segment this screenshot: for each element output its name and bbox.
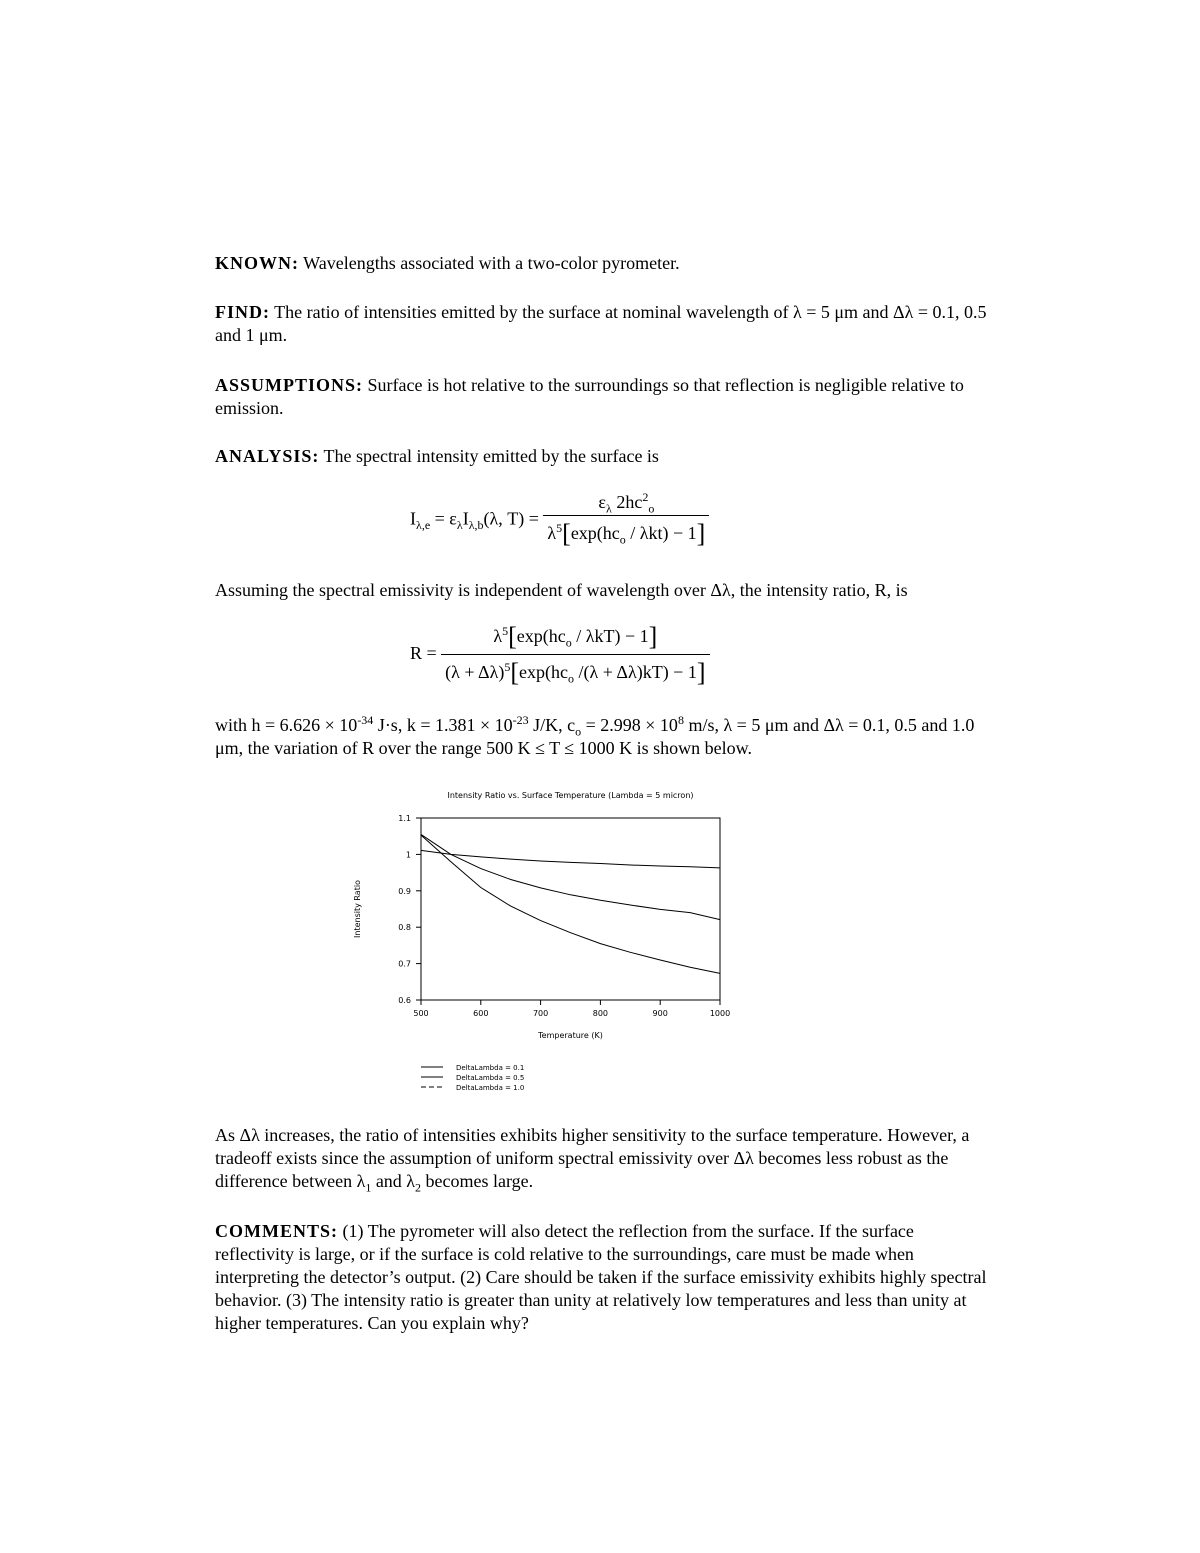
conclusion-sub1: 1 bbox=[365, 1180, 372, 1195]
with-t5: m/s, λ = 5 μm and Δλ = 0.1, 0.5 and 1.0 μm, the variation of R over the range 500 K ≤ T ≤ 1000 K is shown below. bbox=[215, 715, 975, 758]
conclusion-sub2: 2 bbox=[415, 1180, 422, 1195]
eq2-den-b: exp(hc bbox=[519, 662, 569, 682]
conclusion-text: As Δλ increases, the ratio of intensities exhibits higher sensitivity to the surface temperature. However, a tradeoff exists since the assumption of uniform spectral emissivity over Δλ becomes less robust as the difference between λ bbox=[215, 1125, 970, 1191]
known-paragraph bbox=[215, 252, 995, 275]
x-tick-label: 800 bbox=[592, 1009, 609, 1018]
legend-label-1: DeltaLambda = 0.1 bbox=[456, 1064, 525, 1072]
legend-label-3: DeltaLambda = 1.0 bbox=[456, 1084, 525, 1092]
eq1-den-b-sub: o bbox=[619, 532, 626, 547]
with-s1: -34 bbox=[357, 713, 374, 727]
with-s4: 8 bbox=[677, 713, 684, 727]
eq2-lhs: R = bbox=[410, 643, 437, 664]
with-t2: J·s, k = 1.381 × 10 bbox=[373, 715, 513, 735]
eq2-num-b-sub: o bbox=[565, 635, 572, 650]
plot-frame bbox=[421, 818, 720, 1000]
constants-paragraph bbox=[215, 714, 995, 760]
eq1-lhs-sub: λ,e bbox=[416, 518, 431, 533]
assumptions-paragraph bbox=[215, 374, 995, 420]
y-axis-label: Intensity Ratio bbox=[353, 880, 362, 938]
eq1-den-a-sup: 5 bbox=[556, 521, 563, 535]
eq1-mid1: = ε bbox=[430, 508, 457, 529]
eq1-den-b: exp(hc bbox=[570, 523, 620, 543]
y-tick-label: 0.8 bbox=[398, 923, 411, 933]
assuming-text: Assuming the spectral emissivity is independent of wavelength over Δλ, the intensity ratio, R, is bbox=[215, 580, 908, 600]
y-tick-label: 0.9 bbox=[398, 886, 411, 896]
assumptions-text: Surface is hot relative to the surroundings so that reflection is negligible relative to emission. bbox=[215, 375, 964, 418]
eq1-num-a: ε bbox=[598, 492, 606, 512]
known-label: KNOWN: bbox=[215, 253, 299, 273]
eq1-den-c: / λkt) − 1 bbox=[625, 523, 697, 543]
conclusion-mid: and λ bbox=[371, 1171, 416, 1191]
legend-label-2: DeltaLambda = 0.5 bbox=[456, 1074, 525, 1082]
series-line-2 bbox=[421, 834, 720, 919]
with-t3: J/K, c bbox=[528, 715, 576, 735]
y-tick-label: 1.1 bbox=[398, 814, 411, 823]
with-t4: = 2.998 × 10 bbox=[581, 715, 678, 735]
analysis-text: The spectral intensity emitted by the surface is bbox=[319, 446, 659, 466]
eq1-num-a-sub: λ bbox=[605, 501, 612, 516]
intensity-ratio-chart bbox=[330, 782, 750, 1102]
eq2-fraction bbox=[441, 622, 709, 688]
with-s2: -23 bbox=[512, 713, 529, 727]
find-paragraph bbox=[215, 301, 995, 347]
eq2-num-c: / λkT) − 1 bbox=[571, 626, 649, 646]
assumptions-label: ASSUMPTIONS: bbox=[215, 375, 364, 395]
intensity-equation bbox=[410, 492, 709, 549]
eq2-den-a-sup: 5 bbox=[504, 660, 511, 674]
with-sb3: o bbox=[575, 724, 582, 739]
eq1-mid1-sub: λ bbox=[456, 518, 463, 533]
chart-title: Intensity Ratio vs. Surface Temperature (Lambda = 5 micron) bbox=[447, 791, 694, 800]
series-line-1 bbox=[421, 850, 720, 868]
eq1-den-a: λ bbox=[547, 523, 557, 543]
eq2-den-a: (λ + Δλ) bbox=[445, 662, 505, 682]
comments-paragraph bbox=[215, 1220, 995, 1335]
eq1-mid2: I bbox=[462, 508, 469, 529]
eq2-den-c: /(λ + Δλ)kT) − 1 bbox=[574, 662, 697, 682]
x-tick-label: 500 bbox=[413, 1009, 429, 1018]
find-text: The ratio of intensities emitted by the surface at nominal wavelength of λ = 5 μm and Δλ = 0.1, 0.5 and 1 μm. bbox=[215, 302, 987, 345]
eq1-numerator bbox=[543, 492, 709, 516]
eq2-denominator: $(\lambda + \Delta\lambda)^5[\exp(hc_o$ /(λ + Δλ)kT) − 1] bbox=[445, 658, 706, 687]
comments-label: COMMENTS: bbox=[215, 1221, 338, 1241]
assuming-paragraph bbox=[215, 579, 995, 602]
y-tick-label: 1 bbox=[405, 850, 411, 860]
ratio-equation bbox=[410, 622, 710, 688]
eq2-num-b: exp(hc bbox=[516, 626, 566, 646]
conclusion-paragraph bbox=[215, 1124, 995, 1193]
known-text: Wavelengths associated with a two-color pyrometer. bbox=[299, 253, 680, 273]
eq2-num-a: λ bbox=[493, 626, 503, 646]
x-tick-label: 700 bbox=[532, 1009, 549, 1018]
eq1-denominator: $\lambda^5[\exp(hc_o / \lambda kt) - 1]$ bbox=[547, 519, 706, 548]
eq1-num-b-sup: 2 bbox=[642, 490, 649, 504]
y-tick-label: 0.7 bbox=[398, 959, 411, 969]
eq1-mid3: (λ, T) = bbox=[483, 508, 539, 529]
x-tick-label: 1000 bbox=[709, 1009, 731, 1018]
x-tick-label: 600 bbox=[473, 1009, 489, 1018]
eq1-lhs: I bbox=[410, 508, 416, 529]
analysis-paragraph bbox=[215, 445, 995, 468]
analysis-label: ANALYSIS: bbox=[215, 446, 320, 466]
eq1-num-b-sub: o bbox=[648, 501, 655, 516]
with-t1: with h = 6.626 × 10 bbox=[215, 715, 358, 735]
eq2-num-a-sup: 5 bbox=[502, 624, 509, 638]
eq1-fraction bbox=[543, 492, 709, 549]
find-label: FIND: bbox=[215, 302, 270, 322]
eq1-num-b: 2hc bbox=[611, 492, 643, 512]
conclusion-end: becomes large. bbox=[421, 1171, 534, 1191]
y-tick-label: 0.6 bbox=[398, 996, 411, 1005]
eq2-den-b-sub: o bbox=[568, 671, 575, 686]
eq2-numerator: $\lambda^5[\exp(hc_o / \lambda kT) - 1]$ bbox=[441, 622, 709, 655]
x-axis-label: Temperature (K) bbox=[538, 1031, 603, 1040]
x-tick-label: 900 bbox=[652, 1009, 668, 1018]
comments-text: (1) The pyrometer will also detect the reflection from the surface. If the surface reflectivity is large, or if the surface is cold relative to the surroundings, care must be made when interpreting the detector’s output. (2) Care should be taken if the surface emissivity exhibits highly spectral behavior. (3) The intensity ratio is greater than unity at relatively low temperatures and less than unity at higher temperatures. Can you explain why? bbox=[215, 1221, 987, 1333]
eq1-mid2-sub: λ,b bbox=[468, 518, 484, 533]
